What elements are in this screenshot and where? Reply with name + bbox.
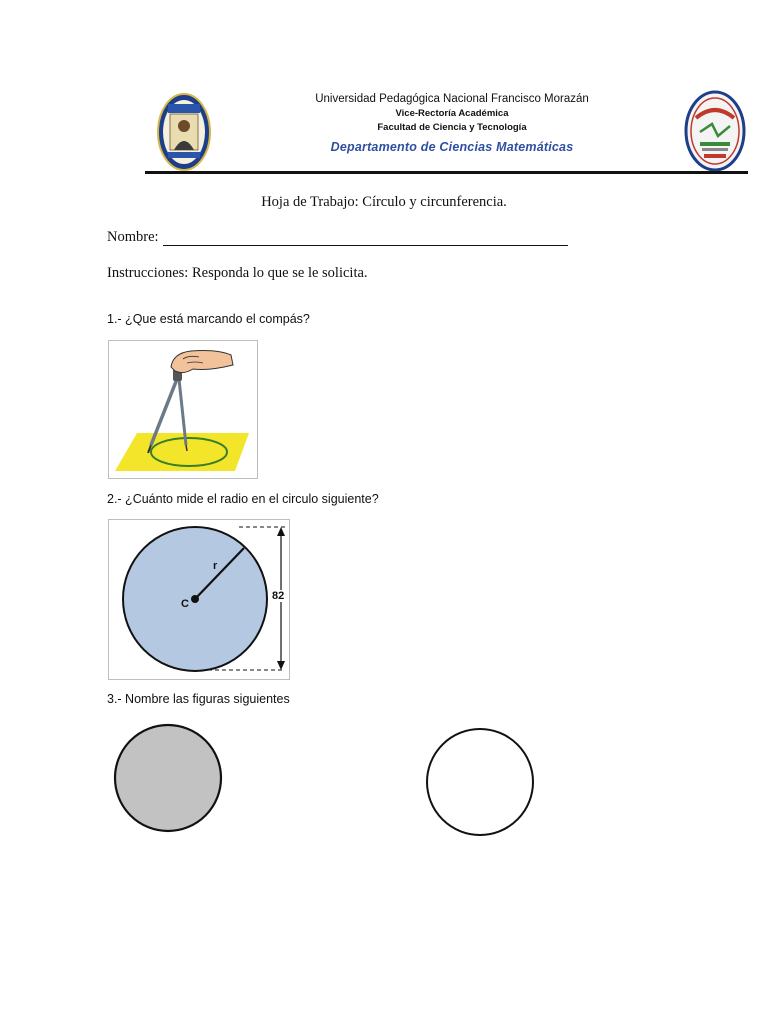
diameter-label: 82 xyxy=(272,590,285,602)
question-2: 2.- ¿Cuánto mide el radio en el circulo siguiente? xyxy=(107,492,379,506)
header-divider xyxy=(145,171,748,174)
worksheet-title: Hoja de Trabajo: Círculo y circunferencia. xyxy=(261,194,507,210)
university-name: Universidad Pedagógica Nacional Francisco Morazán xyxy=(315,93,589,105)
center-point xyxy=(191,595,199,603)
name-label: Nombre: xyxy=(107,229,159,245)
departamento: Departamento de Ciencias Matemáticas xyxy=(330,140,574,154)
hand xyxy=(171,351,233,373)
radius-diagram xyxy=(108,519,290,680)
compass-drawing-image xyxy=(108,340,258,479)
question-3: 3.- Nombre las figuras siguientes xyxy=(107,692,290,706)
instructions: Instrucciones: Responda lo que se le solicita. xyxy=(107,265,368,281)
matematicas-badge-logo-icon xyxy=(684,90,746,172)
radius-label: r xyxy=(213,560,218,572)
name-answer-line[interactable] xyxy=(163,230,568,246)
facultad: Facultad de Ciencia y Tecnología xyxy=(377,122,527,133)
filled-circle-figure xyxy=(108,722,233,837)
center-label: C xyxy=(181,598,189,610)
upnfm-crest-logo-icon xyxy=(156,92,212,172)
name-row xyxy=(107,229,568,246)
outline-circle-figure xyxy=(418,722,543,837)
question-1: 1.- ¿Que está marcando el compás? xyxy=(107,312,310,326)
vice-rectoria: Vice-Rectoría Académica xyxy=(395,108,509,119)
